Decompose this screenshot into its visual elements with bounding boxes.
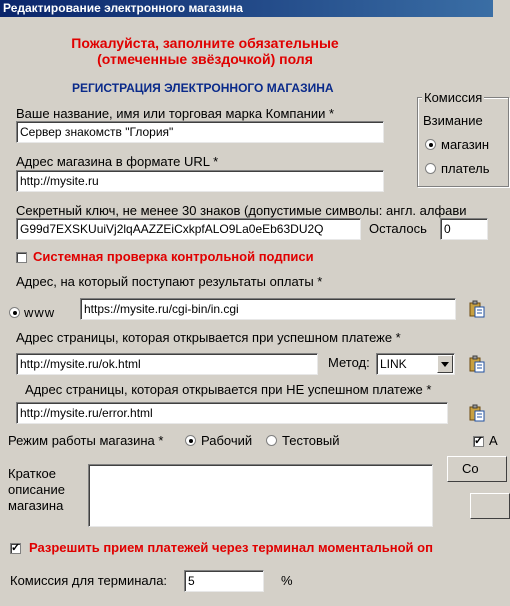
shop-url-input[interactable]: http://mysite.ru <box>16 170 384 192</box>
commission-charge-label: Взимание <box>423 113 483 128</box>
commission-radio-shop[interactable] <box>425 139 436 150</box>
paste-icon[interactable] <box>469 404 485 422</box>
terminal-commission-input[interactable]: 5 <box>184 570 264 592</box>
result-url-input[interactable]: https://mysite.ru/cgi-bin/in.cgi <box>80 298 456 320</box>
description-label-line3: магазина <box>8 498 64 513</box>
method-label: Метод: <box>328 355 370 370</box>
right-action-button-label: Со <box>462 461 479 476</box>
right-secondary-button[interactable] <box>470 493 510 519</box>
terminal-commission-unit: % <box>281 573 293 588</box>
mode-radio-work[interactable] <box>185 435 196 446</box>
result-url-radio-label: www <box>24 305 56 320</box>
shop-url-label: Адрес магазина в формате URL * <box>16 154 219 169</box>
right-checkbox[interactable]: ✓ <box>474 435 484 447</box>
paste-icon[interactable] <box>469 300 485 318</box>
secret-key-label: Секретный ключ, не менее 30 знаков (допустимые символы: англ. алфави <box>16 203 467 218</box>
commission-option-shop: магазин <box>441 137 490 152</box>
fail-url-label: Адрес страницы, которая открывается при НЕ успешном платеже * <box>25 382 432 397</box>
description-label-line1: Краткое <box>8 466 56 481</box>
remaining-count: 0 <box>440 218 488 240</box>
terminal-label: Разрешить прием платежей через терминал моментальной оп <box>29 540 433 555</box>
description-label-line2: описание <box>8 482 65 497</box>
secret-key-input[interactable]: G99d7EXSKUuiVj2lqAAZZEiCxkpfALO9La0eEb63DU2Q <box>16 218 361 240</box>
remaining-label: Осталось <box>369 221 427 236</box>
method-dropdown-button[interactable] <box>437 355 453 373</box>
success-url-label: Адрес страницы, которая открывается при успешном платеже * <box>16 330 401 345</box>
required-notice-line2: (отмеченные звёздочкой) поля <box>97 51 313 67</box>
mode-option-test: Тестовый <box>282 433 340 448</box>
description-textarea[interactable] <box>88 464 433 527</box>
signature-check-label: Системная проверка контрольной подписи <box>33 249 314 264</box>
signature-check-checkbox[interactable] <box>16 252 27 263</box>
company-name-label: Ваше название, имя или торговая марка Компании * <box>16 106 335 121</box>
required-notice-line1: Пожалуйста, заполните обязательные <box>71 35 339 51</box>
company-name-input[interactable]: Сервер знакомств "Глория" <box>16 121 384 143</box>
commission-radio-payer[interactable] <box>425 163 436 174</box>
method-value: LINK <box>380 357 407 371</box>
right-action-button[interactable] <box>447 456 507 482</box>
page-title: РЕГИСТРАЦИЯ ЭЛЕКТРОННОГО МАГАЗИНА <box>72 81 334 95</box>
commission-group-title: Комиссия <box>424 90 483 105</box>
terminal-checkbox[interactable]: ✓ <box>11 542 21 554</box>
commission-option-payer: платель <box>441 161 490 176</box>
mode-option-work: Рабочий <box>201 433 253 448</box>
mode-label: Режим работы магазина * <box>8 433 164 448</box>
chevron-down-icon <box>441 362 449 368</box>
fail-url-input[interactable]: http://mysite.ru/error.html <box>16 402 448 424</box>
right-checkbox-label: А <box>489 433 498 448</box>
result-url-radio[interactable] <box>9 307 20 318</box>
success-url-input[interactable]: http://mysite.ru/ok.html <box>16 353 318 375</box>
mode-radio-test[interactable] <box>266 435 277 446</box>
paste-icon[interactable] <box>469 355 485 373</box>
window-title: Редактирование электронного магазина <box>0 0 493 17</box>
terminal-commission-label: Комиссия для терминала: <box>10 573 168 588</box>
result-url-label: Адрес, на который поступают результаты оплаты * <box>16 274 323 289</box>
